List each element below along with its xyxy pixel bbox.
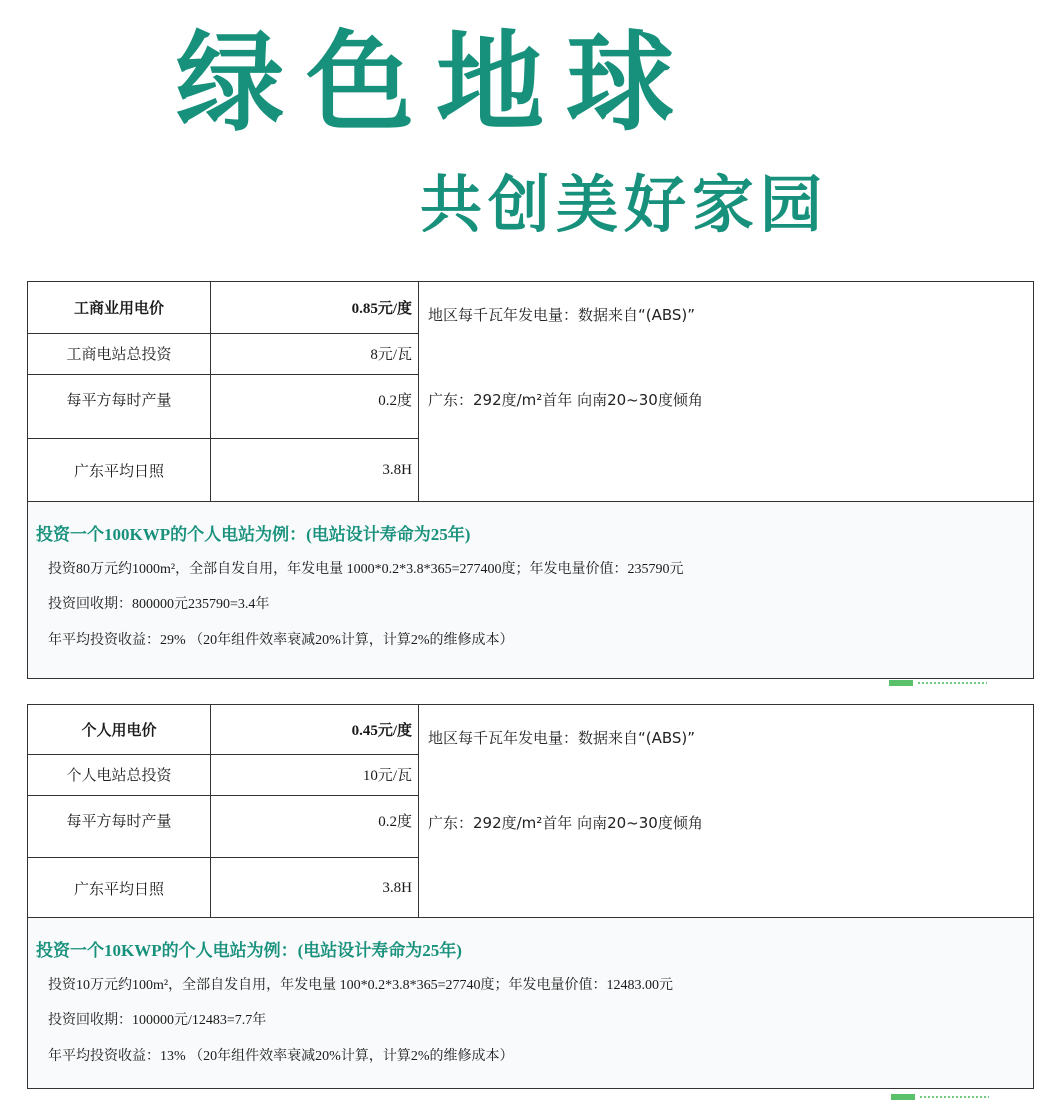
- data-source-note: 地区每千瓦年发电量：数据来自“(ABS)”: [428, 729, 696, 747]
- example-heading: 投资一个10KWP的个人电站为例：(电站设计寿命为25年): [36, 941, 462, 960]
- output-label: 每平方每时产量: [28, 795, 211, 857]
- pricing-block-personal: [27, 704, 1034, 1089]
- banner-subtitle: 共创美好家园: [420, 168, 829, 241]
- sunlight-value: 3.8H: [211, 857, 419, 919]
- investment-value: 10元/瓦: [211, 754, 419, 795]
- banner-title: 绿色地球: [176, 21, 697, 146]
- pricing-block-commercial: [27, 281, 1034, 679]
- example-panel: [28, 917, 1033, 1088]
- example-line: 年平均投资收益：29% （20年组件效率衰减20%计算，计算2%的维修成本）: [48, 633, 514, 648]
- data-source-note: 地区每千瓦年发电量：数据来自“(ABS)”: [428, 306, 696, 324]
- price-value: 0.45元/度: [211, 705, 419, 754]
- example-line: 投资回收期：100000元/12483=7.7年: [48, 1013, 267, 1028]
- price-label: 个人用电价: [28, 705, 211, 754]
- pricing-table: [28, 282, 419, 503]
- price-value: 0.85元/度: [211, 282, 419, 333]
- pricing-table: [28, 705, 419, 919]
- output-value: 0.2度: [211, 374, 419, 438]
- region-note: 广东：292度/m²首年 向南20~30度倾角: [428, 391, 703, 409]
- region-note: 广东：292度/m²首年 向南20~30度倾角: [428, 814, 703, 832]
- output-label: 每平方每时产量: [28, 374, 211, 438]
- investment-label: 个人电站总投资: [28, 754, 211, 795]
- example-panel: [28, 501, 1033, 678]
- price-label: 工商业用电价: [28, 282, 211, 333]
- example-line: 投资80万元约1000m²，全部自发自用，年发电量 1000*0.2*3.8*365=277400度；年发电量价值：235790元: [48, 562, 684, 577]
- sunlight-label: 广东平均日照: [28, 438, 211, 503]
- example-line: 投资回收期：800000元235790=3.4年: [48, 597, 270, 612]
- sunlight-value: 3.8H: [211, 438, 419, 503]
- investment-label: 工商电站总投资: [28, 333, 211, 374]
- output-value: 0.2度: [211, 795, 419, 857]
- example-line: 投资10万元约100m²，全部自发自用，年发电量 100*0.2*3.8*365=27740度；年发电量价值：12483.00元: [48, 978, 673, 993]
- example-heading: 投资一个100KWP的个人电站为例：(电站设计寿命为25年): [36, 525, 471, 544]
- example-line: 年平均投资收益：13% （20年组件效率衰减20%计算，计算2%的维修成本）: [48, 1049, 514, 1064]
- investment-value: 8元/瓦: [211, 333, 419, 374]
- sunlight-label: 广东平均日照: [28, 857, 211, 919]
